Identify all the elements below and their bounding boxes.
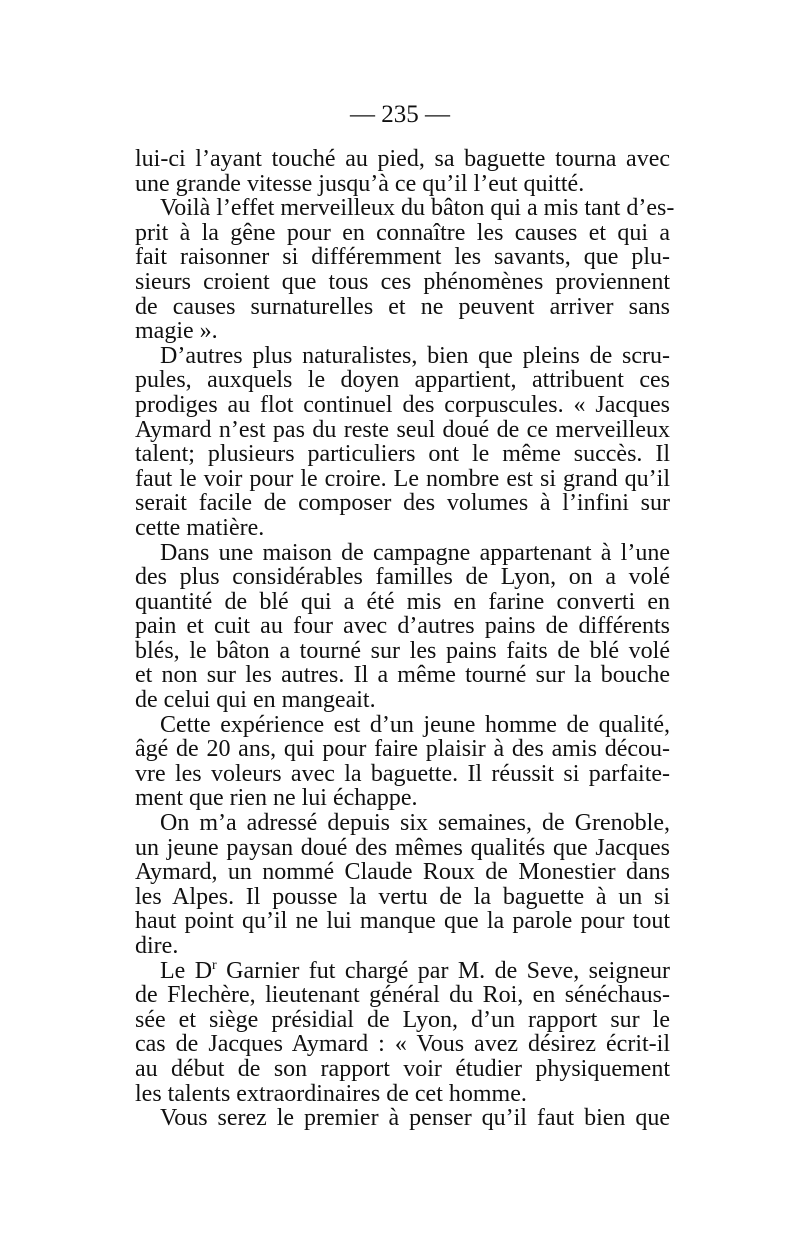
text-line: ment que rien ne lui échappe. (135, 785, 418, 812)
text-line: au début de son rapport voir étudier physiquement (135, 1055, 670, 1082)
text-line: D’autres plus naturalistes, bien que pleins de scru- (160, 342, 670, 369)
text-line: On m’a adressé depuis six semaines, de Grenoble, (160, 810, 670, 837)
paragraph (135, 959, 670, 1107)
superscript: r (212, 957, 217, 973)
text-line: haut point qu’il ne lui manque que la parole pour tout (135, 908, 670, 935)
text-line: quantité de blé qui a été mis en farine converti en (135, 588, 670, 615)
text-line: dire. (135, 933, 179, 959)
text-line: de celui qui en mangeait. (135, 687, 376, 714)
text-line: pain et cuit au four avec d’autres pains de différents (135, 613, 670, 640)
text-line: Aymard, un nommé Claude Roux de Monestier dans (135, 859, 670, 886)
paragraph (135, 713, 670, 811)
text-line: prodiges au flot continuel des corpuscules. « Jacques (135, 391, 670, 418)
text-line (135, 959, 670, 984)
paragraph (135, 1106, 670, 1131)
text-line: Aymard n’est pas du reste seul doué de ce merveilleux (135, 416, 670, 443)
text-line: Dans une maison de campagne appartenant à l’une (160, 539, 670, 566)
text-line: lui-ci l’ayant touché au pied, sa baguette tourna avec (135, 146, 670, 172)
text-line: âgé de 20 ans, qui pour faire plaisir à des amis décou- (135, 736, 670, 763)
text-line: de causes surnaturelles et ne peuvent arriver sans (135, 293, 670, 320)
text-fragment: Garnier fut chargé par M. de Seve, seigneur (216, 957, 670, 984)
text-line: cas de Jacques Aymard : « Vous avez désirez écrit-il (135, 1031, 670, 1058)
text-line: sée et siège présidial de Lyon, d’un rapport sur le (135, 1006, 670, 1033)
text-line: et non sur les autres. Il a même tourné sur la bouche (135, 662, 670, 689)
text-fragment: Le D (160, 957, 213, 984)
body-text (135, 146, 675, 1132)
paragraph (135, 195, 675, 345)
text-line: pules, auxquels le doyen appartient, attribuent ces (135, 367, 670, 394)
paragraph (135, 147, 670, 196)
text-line: les Alpes. Il pousse la vertu de la baguette à un si (135, 883, 670, 910)
text-line: fait raisonner si différemment les savants, que plu- (135, 244, 670, 271)
text-line: blés, le bâton a tourné sur les pains faits de blé volé (135, 637, 670, 664)
text-line: Vous serez le premier à penser qu’il faut bien que (160, 1105, 670, 1132)
page-number: — 235 — (350, 101, 450, 128)
paragraph (135, 541, 670, 713)
text-line: une grande vitesse jusqu’à ce qu’il l’eut quitté. (135, 170, 585, 197)
text-line: sieurs croient que tous ces phénomènes proviennent (135, 268, 670, 295)
text-line: prit à la gêne pour en connaître les causes et qui a (135, 219, 670, 246)
text-line: un jeune paysan doué des mêmes qualités que Jacques (135, 834, 670, 861)
text-line: serait facile de composer des volumes à l’infini sur (135, 490, 670, 517)
text-line: Cette expérience est d’un jeune homme de qualité, (160, 711, 670, 738)
text-line: de Flechère, lieutenant général du Roi, en sénéchaus- (135, 982, 670, 1009)
paragraph (135, 811, 670, 959)
text-line: Voilà l’effet merveilleux du bâton qui a mis tant d’es- (160, 195, 675, 222)
text-line: talent; plusieurs particuliers ont le même succès. Il (135, 441, 670, 468)
paragraph (135, 344, 670, 541)
text-line: faut le voir pour le croire. Le nombre est si grand qu’il (135, 465, 670, 492)
text-line: les talents extraordinaires de cet homme. (135, 1080, 527, 1107)
text-line: cette matière. (135, 514, 265, 541)
text-line: des plus considérables familles de Lyon, on a volé (135, 564, 670, 591)
text-line: vre les voleurs avec la baguette. Il réussit si parfaite- (135, 760, 670, 787)
text-line: magie ». (135, 318, 218, 345)
